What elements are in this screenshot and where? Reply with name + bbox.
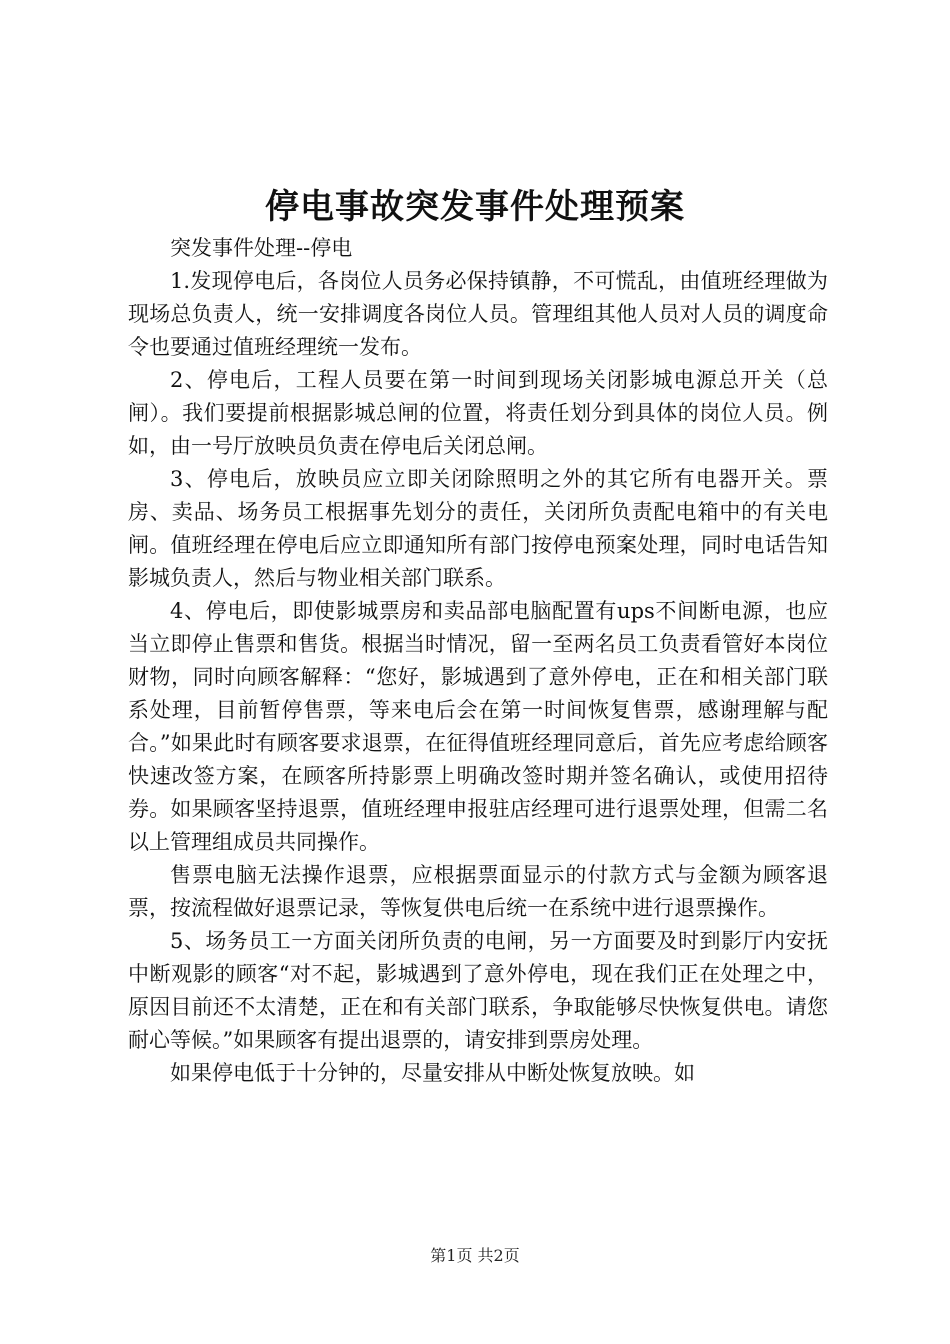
paragraph-2: 2、停电后，工程人员要在第一时间到现场关闭影城电源总开关（总闸）。我们要提前根据影城总闸的位置，将责任划分到具体的岗位人员。例如，由一号厅放映员负责在停电后关闭总闸。 [128, 368, 828, 458]
paragraph-resume-note: 如果停电低于十分钟的，尽量安排从中断处恢复放映。如 [170, 1061, 695, 1085]
paragraph-1: 1.发现停电后，各岗位人员务必保持镇静，不可慌乱，由值班经理做为现场总负责人，统一安排调度各岗位人员。管理组其他人员对人员的调度命令也要通过值班经理统一发布。 [128, 269, 828, 359]
page-number-footer: 第1页 共2页 [430, 1246, 520, 1265]
document-title: 停电事故突发事件处理预案 [265, 187, 685, 227]
paragraph-refund-note: 售票电脑无法操作退票，应根据票面显示的付款方式与金额为顾客退票，按流程做好退票记录，等恢复供电后统一在系统中进行退票操作。 [128, 863, 828, 920]
document-body [128, 232, 828, 1090]
paragraph-5: 5、场务员工一方面关闭所负责的电闸，另一方面要及时到影厅内安抚中断观影的顾客“对不起，影城遇到了意外停电，现在我们正在处理之中，原因目前还不太清楚，正在和有关部门联系，争取能够尽快恢复供电。请您耐心等候。”如果顾客有提出退票的，请安排到票房处理。 [128, 929, 828, 1052]
paragraph-heading: 突发事件处理--停电 [170, 236, 353, 260]
paragraph-3: 3、停电后，放映员应立即关闭除照明之外的其它所有电器开关。票房、卖品、场务员工根据事先划分的责任，关闭所负责配电箱中的有关电闸。值班经理在停电后应立即通知所有部门按停电预案处理，同时电话告知影城负责人，然后与物业相关部门联系。 [128, 467, 828, 590]
paragraph-4: 4、停电后，即使影城票房和卖品部电脑配置有ups不间断电源，也应当立即停止售票和售货。根据当时情况，留一至两名员工负责看管好本岗位财物，同时向顾客解释：“您好，影城遇到了意外停电，正在和相关部门联系处理，目前暂停售票，等来电后会在第一时间恢复售票，感谢理解与配合。”如果此时有顾客要求退票，在征得值班经理同意后，首先应考虑给顾客快速改签方案，在顾客所持影票上明确改签时期并签名确认，或使用招待券。如果顾客坚持退票，值班经理申报驻店经理可进行退票处理，但需二名以上管理组成员共同操作。 [128, 599, 828, 854]
